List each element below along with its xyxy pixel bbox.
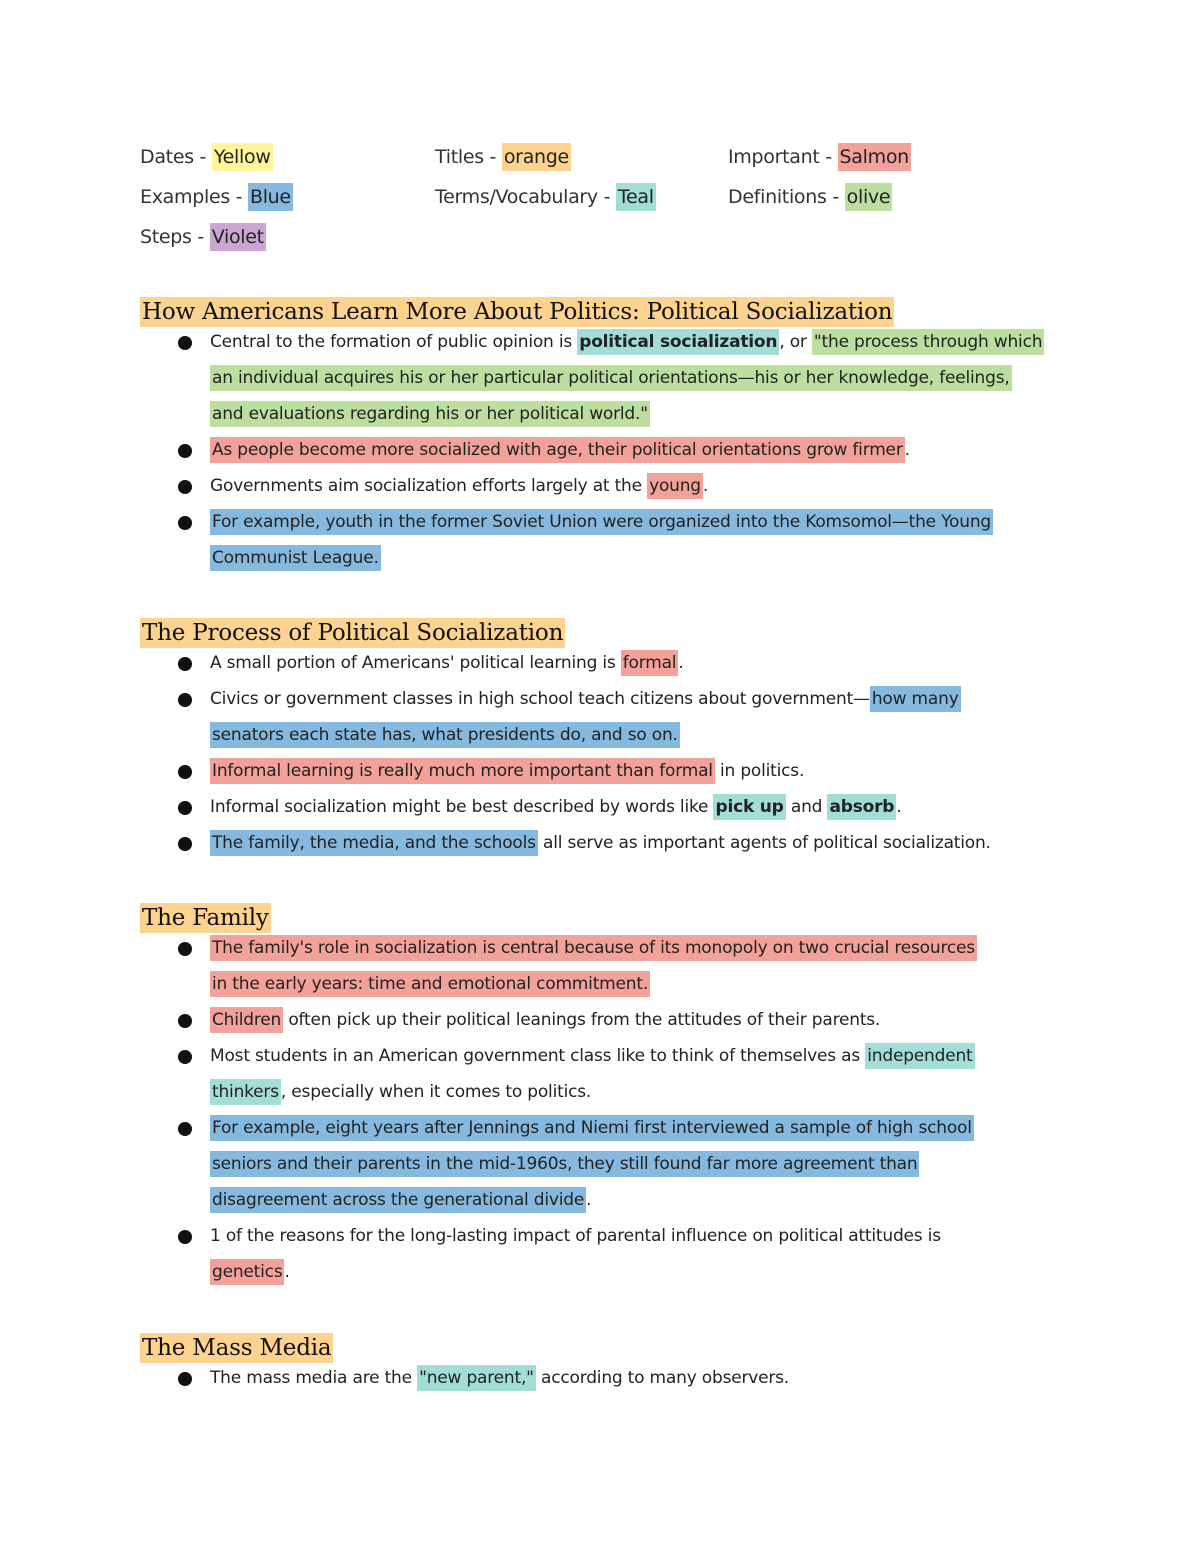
legend-entry	[140, 185, 293, 209]
highlighted-text: The family's role in socialization is central because of its monopoly on two crucial resources	[210, 935, 977, 961]
legend-color-swatch: orange	[502, 143, 571, 171]
bullet-icon	[178, 1230, 192, 1244]
text-run: Governments aim socialization efforts largely at the	[210, 476, 648, 496]
legend-key: Dates -	[140, 146, 212, 168]
bullet-icon	[178, 1122, 192, 1136]
text-run: .	[678, 653, 684, 673]
text-run: Most students in an American government class like to think of themselves as	[210, 1046, 866, 1066]
highlighted-text: disagreement across the generational divide	[210, 1187, 586, 1213]
bullet-icon	[178, 942, 192, 956]
text-run: , or	[779, 332, 812, 352]
list-item-line	[210, 934, 977, 962]
legend-entry	[728, 145, 911, 169]
text-run: according to many observers.	[535, 1368, 790, 1388]
list-item-line	[210, 544, 381, 572]
text-run: all serve as important agents of political socialization.	[537, 833, 991, 853]
legend-color-swatch: Violet	[210, 223, 266, 251]
list-item-line	[210, 685, 961, 713]
legend-key: Titles -	[435, 146, 502, 168]
text-run: .	[904, 440, 910, 460]
list-item-line	[210, 400, 650, 428]
list-item-line	[210, 1006, 880, 1034]
text-run: A small portion of Americans' political learning is	[210, 653, 621, 673]
highlighted-text: an individual acquires his or her particular political orientations—his or her knowledge, feelings,	[210, 365, 1012, 391]
legend-entry	[435, 185, 656, 209]
legend-color-swatch: Yellow	[212, 143, 273, 171]
legend-color-swatch: olive	[845, 183, 893, 211]
bullet-icon	[178, 1014, 192, 1028]
bullet-icon	[178, 801, 192, 815]
legend-entry	[140, 225, 266, 249]
list-item-line	[210, 1078, 591, 1106]
text-run: and	[785, 797, 828, 817]
bullet-icon	[178, 480, 192, 494]
list-item-line	[210, 508, 993, 536]
highlighted-text: pick up	[713, 794, 785, 820]
section-title: How Americans Learn More About Politics: Political Socialization	[142, 299, 893, 325]
list-item-line	[210, 970, 650, 998]
highlighted-text: how many	[870, 686, 961, 712]
list-item-line	[210, 829, 991, 857]
list-item-line	[210, 757, 804, 785]
list-item-line	[210, 364, 1012, 392]
highlighted-text: in the early years: time and emotional commitment.	[210, 971, 650, 997]
legend-key: Important -	[728, 146, 838, 168]
section-title: The Mass Media	[142, 1335, 332, 1361]
legend-color-swatch: Blue	[248, 183, 293, 211]
text-run: The mass media are the	[210, 1368, 418, 1388]
text-run: Informal socialization might be best described by words like	[210, 797, 714, 817]
list-item-line	[210, 649, 684, 677]
section-title: The Family	[142, 905, 269, 931]
section-title: The Process of Political Socialization	[142, 620, 564, 646]
text-run: often pick up their political leanings from the attitudes of their parents.	[283, 1010, 881, 1030]
highlighted-text: formal	[621, 650, 679, 676]
legend-entry	[728, 185, 892, 209]
bullet-icon	[178, 693, 192, 707]
list-item-line	[210, 1258, 290, 1286]
highlighted-text: independent	[865, 1043, 974, 1069]
list-item-line	[210, 328, 1044, 356]
legend-key: Definitions -	[728, 186, 845, 208]
highlighted-text: As people become more socialized with age, their political orientations grow firmer	[210, 437, 905, 463]
bullet-icon	[178, 444, 192, 458]
legend-key: Examples -	[140, 186, 248, 208]
list-item-line	[210, 793, 901, 821]
highlighted-text: political socialization	[577, 329, 779, 355]
text-run: Central to the formation of public opinion is	[210, 332, 578, 352]
highlighted-text: young	[647, 473, 703, 499]
list-item-line	[210, 1042, 975, 1070]
text-run: .	[284, 1262, 290, 1282]
legend-key: Terms/Vocabulary -	[435, 186, 616, 208]
highlighted-text: "new parent,"	[417, 1365, 536, 1391]
highlighted-text: genetics	[210, 1259, 284, 1285]
list-item-line	[210, 1150, 919, 1178]
text-run: .	[896, 797, 902, 817]
bullet-icon	[178, 1050, 192, 1064]
highlighted-text: Children	[210, 1007, 283, 1033]
highlighted-text: For example, eight years after Jennings and Niemi first interviewed a sample of high school	[210, 1115, 974, 1141]
legend-entry	[140, 145, 273, 169]
text-run: .	[586, 1190, 592, 1210]
text-run: in politics.	[714, 761, 805, 781]
bullet-icon	[178, 1372, 192, 1386]
list-item-line	[210, 1222, 941, 1250]
highlighted-text: seniors and their parents in the mid-1960s, they still found far more agreement than	[210, 1151, 919, 1177]
highlighted-text: absorb	[827, 794, 896, 820]
text-run: .	[702, 476, 709, 496]
highlighted-text: Communist League.	[210, 545, 381, 571]
bullet-icon	[178, 516, 192, 530]
bullet-icon	[178, 837, 192, 851]
text-run: Civics or government classes in high school teach citizens about government—	[210, 689, 870, 709]
legend-color-swatch: Teal	[616, 183, 656, 211]
highlighted-text: Informal learning is really much more important than formal	[210, 758, 715, 784]
list-item-line	[210, 1114, 974, 1142]
list-item-line	[210, 436, 910, 464]
list-item-line	[210, 1186, 591, 1214]
highlighted-text: and evaluations regarding his or her political world."	[210, 401, 650, 427]
list-item-line	[210, 472, 708, 500]
bullet-icon	[178, 336, 192, 350]
list-item-line	[210, 1364, 789, 1392]
highlighted-text: senators each state has, what presidents do, and so on.	[210, 722, 680, 748]
legend-key: Steps -	[140, 226, 210, 248]
legend-entry	[435, 145, 571, 169]
highlighted-text: thinkers	[210, 1079, 281, 1105]
highlighted-text: "the process through which	[812, 329, 1044, 355]
highlighted-text: The family, the media, and the schools	[210, 830, 538, 856]
text-run: 1 of the reasons for the long-lasting impact of parental influence on political attitudes is	[210, 1226, 941, 1246]
highlighted-text: For example, youth in the former Soviet Union were organized into the Komsomol—the Young	[210, 509, 993, 535]
bullet-icon	[178, 765, 192, 779]
text-run: , especially when it comes to politics.	[280, 1082, 592, 1102]
bullet-icon	[178, 657, 192, 671]
list-item-line	[210, 721, 680, 749]
legend-color-swatch: Salmon	[838, 143, 911, 171]
